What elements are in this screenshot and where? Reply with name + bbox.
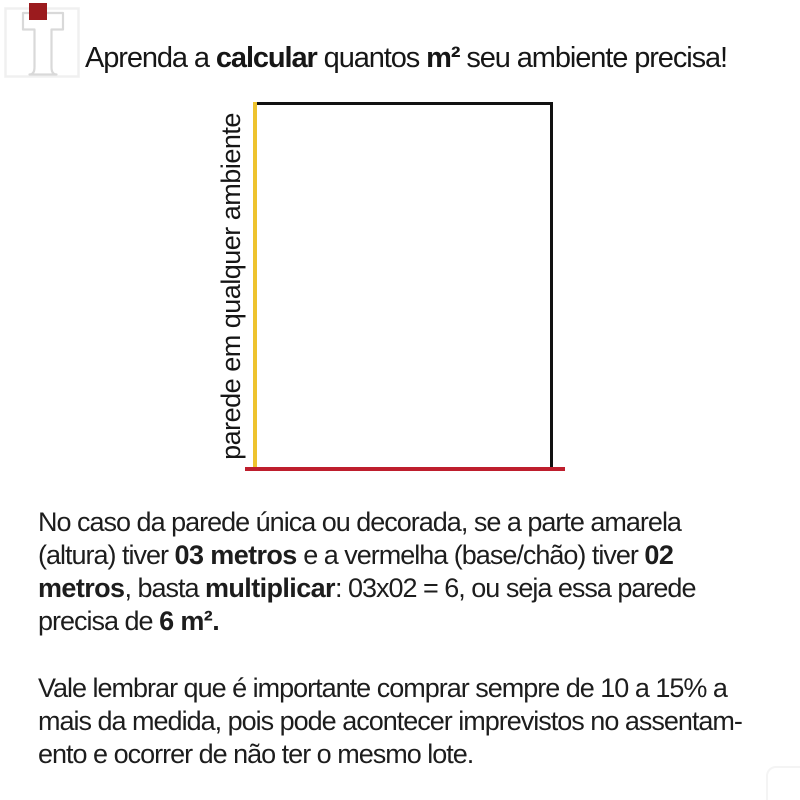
wall-height-line-yellow xyxy=(253,102,257,467)
wall-base-line-red xyxy=(245,467,565,471)
title-text-bold: m² xyxy=(426,42,460,74)
paragraph-line: ento e ocorrer de não ter o mesmo lote. xyxy=(38,739,474,769)
paragraph-line: (altura) tiver 03 metros e a vermelha (base/chão) tiver 02 xyxy=(38,540,674,570)
paragraph-line: No caso da parede única ou decorada, se a parte amarela xyxy=(38,507,681,537)
logo-red-square xyxy=(29,3,47,20)
paragraph-line: precisa de 6 m². xyxy=(38,606,220,636)
wall-rectangle xyxy=(253,102,553,471)
title-text: seu ambiente precisa! xyxy=(459,42,727,74)
wall-label: parede em qualquer ambiente xyxy=(216,113,246,460)
tip-paragraph xyxy=(38,672,742,771)
title-text: quantos xyxy=(316,42,427,74)
title-text-bold: calcular xyxy=(215,42,317,74)
paragraph-line: metros, basta multiplicar: 03x02 = 6, ou seja essa parede xyxy=(38,573,696,603)
paragraph-line: mais da medida, pois pode acontecer imprevistos no assentam- xyxy=(38,706,742,736)
page-title xyxy=(85,42,727,75)
corner-watermark-shape xyxy=(766,766,800,800)
explanation-paragraph xyxy=(38,506,695,638)
title-text: Aprenda a xyxy=(85,42,216,74)
logo-t-outline xyxy=(23,13,63,75)
paragraph-line: Vale lembrar que é importante comprar sempre de 10 a 15% a xyxy=(38,673,727,703)
brand-logo xyxy=(0,0,90,90)
